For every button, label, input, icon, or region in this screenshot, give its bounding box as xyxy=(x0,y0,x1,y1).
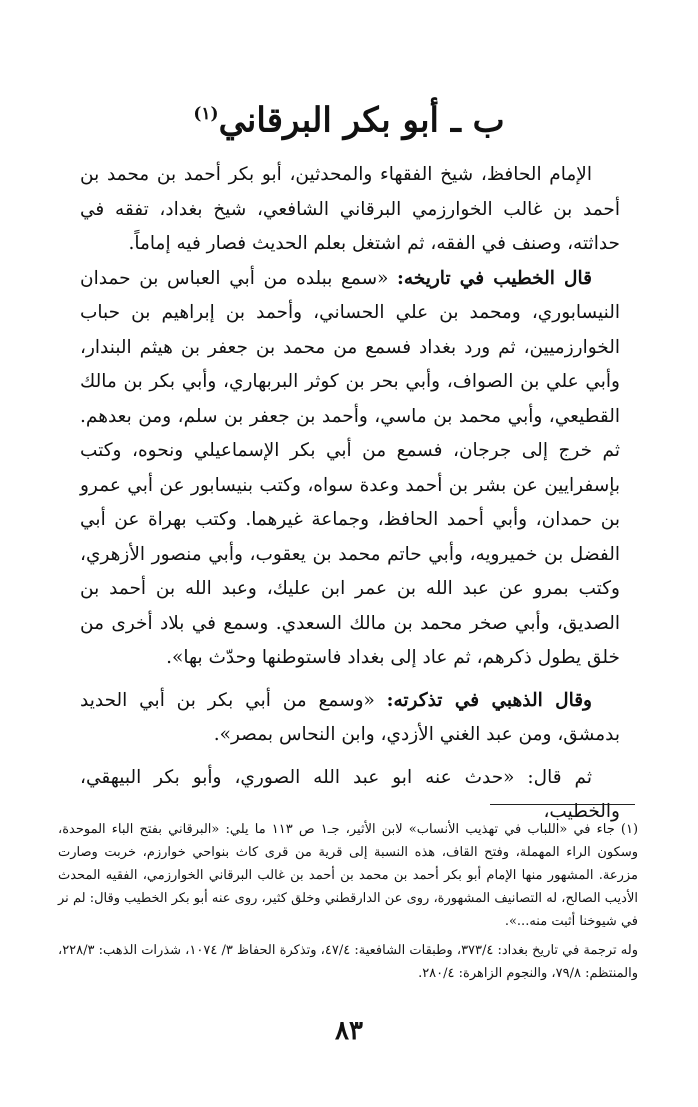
khatib-quote: «سمع ببلده من أبي العباس بن حمدان النيسابوري، ومحمد بن علي الحساني، وأحمد بن إبراهيم بن حباب الخوارزميين، ثم ورد بغداد فسمع من محمد بن جعفر بن هيثم البندار، وأبي علي بن الصواف، وأبي بحر بن كوثر البربهاري، وأبي بكر بن مالك القطيعي، وأبي محمد بن ماسي، وأحمد بن جعفر بن سلم، ومن بعدهم. ثم خرج إلى جرجان، فسمع من أبي بكر الإسماعيلي ونحوه، وكتب بإسفرايين عن بشر بن أحمد وعدة سواه، وكتب بنيسابور عن أبي عمرو بن حمدان، وأبي أحمد الحافظ، وجماعة غيرهما. وكتب بهراة عن أبي الفضل بن خميرويه، وأبي حاتم محمد بن يعقوب، وأبي منصور الأزهري، وكتب بمرو عن عبد الله بن عمر ابن عليك، وعبد الله بن أحمد بن الصديق، وأبي صخر محمد بن مالك السعدي. وسمع في بلاد أخرى من خلق يطول ذكرهم، ثم عاد إلى بغداد فاستوطنها وحدّث بها». xyxy=(80,267,620,668)
footnote-references: وله ترجمة في تاريخ بغداد: ٣٧٣/٤، وطبقات الشافعية: ٤٧/٤، وتذكرة الحفاظ ٣/ ١٠٧٤، شذرات الذهب: ٢٢٨/٣، والمنتظم: ٧٩/٨، والنجوم الزاهرة: ٢٨٠/٤. xyxy=(58,943,639,981)
khatib-quote-paragraph xyxy=(80,262,620,676)
footnote-divider xyxy=(490,804,635,805)
title-footnote-ref: (١) xyxy=(193,104,219,124)
main-text xyxy=(80,158,620,830)
footnote-1: (١) جاء في «اللباب في تهذيب الأنساب» لابن الأثير، جـ١ ص ١١٣ ما يلي: «البرقاني بفتح الباء الموحدة، وسكون الراء المهملة، وفتح القاف، هذه النسبة إلى قرية من قرى كاث بنواحي خوارزم، خربت وصارت مزرعة. المشهور منها الإمام أبو بكر أحمد بن محمد بن أحمد بن غالب البرقاني الخوارزمي، الفقيه المحدث الأديب الصالح، له التصانيف المشهورة، روى عن الدارقطني وخلق كثير، روى عنه أبو بكر الخطيب وقال: لم نر في شيوخنا أثبت منه...». xyxy=(58,822,639,929)
title-text: ب ـ أبو بكر البرقاني xyxy=(218,100,505,141)
page-number: ٨٣ xyxy=(335,1016,363,1046)
dhahabi-lead: وقال الذهبي في تذكرته: xyxy=(386,689,592,711)
footnotes xyxy=(58,818,638,985)
dhahabi-quote: «وسمع من أبي بكر بن أبي الحديد بدمشق، ومن عبد الغني الأزدي، وابن النحاس بمصر». xyxy=(80,689,620,745)
dhahabi-quote-paragraph xyxy=(80,684,620,753)
page-title xyxy=(0,92,698,142)
intro-paragraph: الإمام الحافظ، شيخ الفقهاء والمحدثين، أبو بكر أحمد بن محمد بن أحمد بن غالب الخوارزمي البرقاني الشافعي، شيخ بغداد، تفقه في حداثته، وصنف في الفقه، ثم اشتغل بعلم الحديث فصار فيه إماماً. xyxy=(80,164,620,254)
narrators-paragraph: ثم قال: «حدث عنه ابو عبد الله الصوري، وأبو بكر البيهقي، والخطيب، xyxy=(80,766,620,822)
khatib-lead: قال الخطيب في تاريخه: xyxy=(397,267,592,289)
